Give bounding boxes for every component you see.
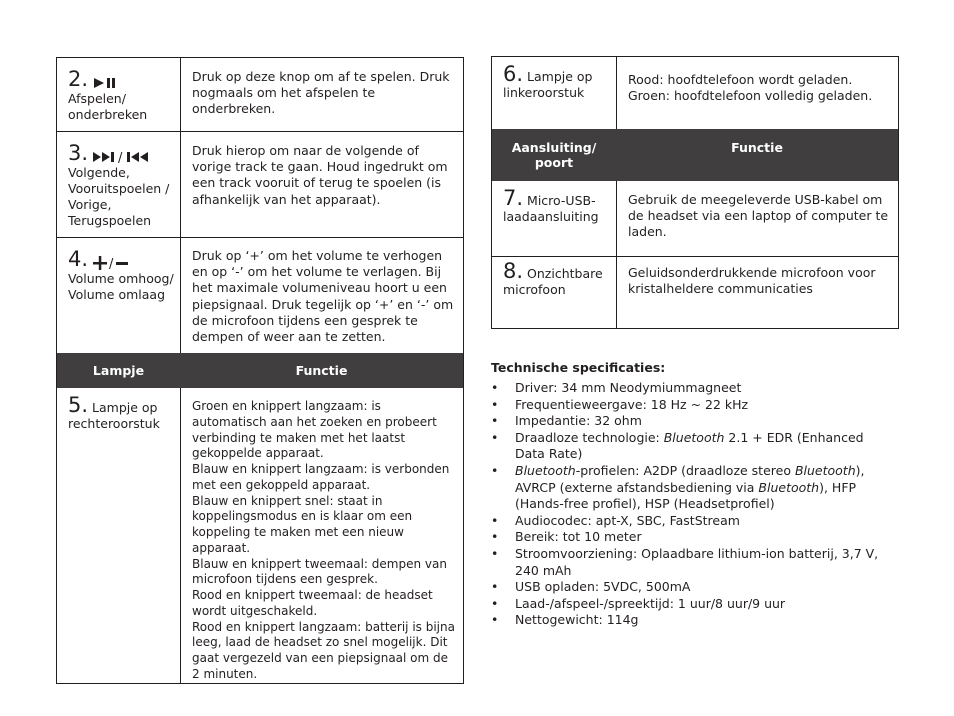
led-state-green-slow: Groen en knippert langzaam: is automatisch aan het zoeken en probeert verbinding te maken met het laatst gekoppelde apparaat. <box>192 399 437 461</box>
row-description: Druk op ‘+’ om het volume te verhogen en op ‘-’ om het volume te verlagen. Bij het maximale volumeniveau hoort u een piepsignaal. Druk tegelijk op ‘+’ en ‘-’ om de microfoon tijdens een gesprek te dempen of weer aan te zetten. <box>192 248 454 345</box>
row-label-text: Afspelen/ onderbreken <box>68 91 148 122</box>
row-number: 5. <box>68 393 89 417</box>
row-description: Druk hierop om naar de volgende of vorige track te gaan. Houd ingedrukt om een track vooruit of terug te spoelen (is afhankelijk van het apparaat). <box>192 143 448 207</box>
specs-list <box>491 380 891 629</box>
spec-impedance: • Impedantie: 32 ohm <box>491 413 891 430</box>
spec-codec: • Audiocodec: apt-X, SBC, FastStream <box>491 513 891 530</box>
led-state-blue-fast: Blauw en knippert snel: staat in koppelingsmodus en is klaar om een koppeling te maken met een nieuw apparaat. <box>192 493 413 555</box>
row-label-subtitle: microfoon <box>503 282 566 297</box>
charging-green: Groen: hoofdtelefoon volledig geladen. <box>628 88 873 104</box>
row-description: Gebruik de meegeleverde USB-kabel om de headset via een laptop of computer te laden. <box>628 192 889 240</box>
row-number: 3. <box>68 141 89 165</box>
row-label <box>68 141 178 229</box>
row-label-text: Volgende, Vooruitspoelen / Vorige, Terugspoelen <box>68 165 170 228</box>
spec-driver: • Driver: 34 mm Neodymiummagneet <box>491 380 891 397</box>
spec-weight: • Nettogewicht: 114g <box>491 612 891 629</box>
table-header-aansluiting <box>492 129 898 181</box>
svg-text:/: / <box>118 150 123 164</box>
table-row-play-pause <box>57 57 463 131</box>
play-pause-icon <box>92 76 118 90</box>
header-col-aansluiting: Aansluiting/ poort <box>511 140 597 170</box>
row-label-subtitle: rechteroorstuk <box>68 416 160 431</box>
spec-times: • Laad-/afspeel-/spreektijd: 1 uur/8 uur/9 uur <box>491 596 891 613</box>
spec-range: • Bereik: tot 10 meter <box>491 529 891 546</box>
svg-text:/: / <box>109 256 114 271</box>
row-label <box>503 186 615 225</box>
led-state-red-slow: Rood en knippert langzaam: batterij is bijna leeg, laad de headset zo snel mogelijk. Dit gaat vergezeld van een piepsignaal om de 2 minuten. <box>192 619 455 681</box>
led-state-blue-slow: Blauw en knippert langzaam: is verbonden met een gekoppeld apparaat. <box>192 462 450 492</box>
spec-usb: • USB opladen: 5VDC, 500mA <box>491 579 891 596</box>
header-col-functie: Functie <box>731 140 783 155</box>
next-prev-track-icon <box>92 150 154 164</box>
charging-red: Rood: hoofdtelefoon wordt geladen. <box>628 72 853 87</box>
specs-title: Technische specificaties: <box>491 360 666 375</box>
row-label-title: Lampje op <box>527 69 593 84</box>
right-ports-table <box>491 56 899 329</box>
row-label-title: Onzichtbare <box>527 266 603 281</box>
table-row-micro-usb <box>492 181 898 256</box>
table-row-microphone <box>492 256 898 329</box>
row-label-subtitle: laadaansluiting <box>503 209 599 224</box>
plus-minus-icon <box>92 255 130 271</box>
row-description <box>628 72 894 104</box>
row-label <box>503 62 615 101</box>
row-label <box>503 259 615 298</box>
row-label <box>68 247 178 303</box>
spec-frequency: • Frequentieweergave: 18 Hz ~ 22 kHz <box>491 397 891 414</box>
table-row-left-earpiece-led <box>492 56 898 129</box>
table-row-right-earpiece-led <box>57 388 463 684</box>
row-number: 4. <box>68 247 89 271</box>
row-label-title: Micro-USB- <box>527 193 596 208</box>
row-number: 2. <box>68 67 89 91</box>
spec-power: • Stroomvoorziening: Oplaadbare lithium-ion batterij, 3,7 V, 240 mAh <box>491 546 891 579</box>
table-row-volume <box>57 237 463 353</box>
led-state-blue-double: Blauw en knippert tweemaal: dempen van microfoon tijdens een gesprek. <box>192 556 447 587</box>
left-controls-table <box>56 57 464 684</box>
row-label <box>68 393 180 432</box>
row-number: 7. <box>503 186 524 210</box>
table-header-lampje <box>57 353 463 388</box>
led-state-red-double: Rood en knippert tweemaal: de headset wordt uitgeschakeld. <box>192 588 433 618</box>
spec-wireless: • Draadloze technologie: Bluetooth 2.1 + EDR (Enhanced Data Rate) <box>491 430 891 463</box>
row-label-subtitle: linkeroorstuk <box>503 85 585 100</box>
row-description: Druk op deze knop om af te spelen. Druk nogmaals om het afspelen te onderbreken. <box>192 69 450 117</box>
row-label-title: Lampje op <box>92 400 158 415</box>
row-description <box>192 399 458 683</box>
row-number: 8. <box>503 259 524 283</box>
table-row-track-skip <box>57 131 463 237</box>
row-label-text: Volume omhoog/ Volume omlaag <box>68 271 174 302</box>
row-number: 6. <box>503 62 524 86</box>
header-col-lampje: Lampje <box>92 363 145 378</box>
row-label <box>68 67 176 123</box>
row-description: Geluidsonderdrukkende microfoon voor kristalheldere communicaties <box>628 265 876 297</box>
spec-profiles: • Bluetooth-profielen: A2DP (draadloze stereo Bluetooth), AVRCP (externe afstandsbediening via Bluetooth), HFP (Hands-free profiel), HSP (Headsetprofiel) <box>491 463 891 513</box>
header-col-functie: Functie <box>295 363 348 378</box>
